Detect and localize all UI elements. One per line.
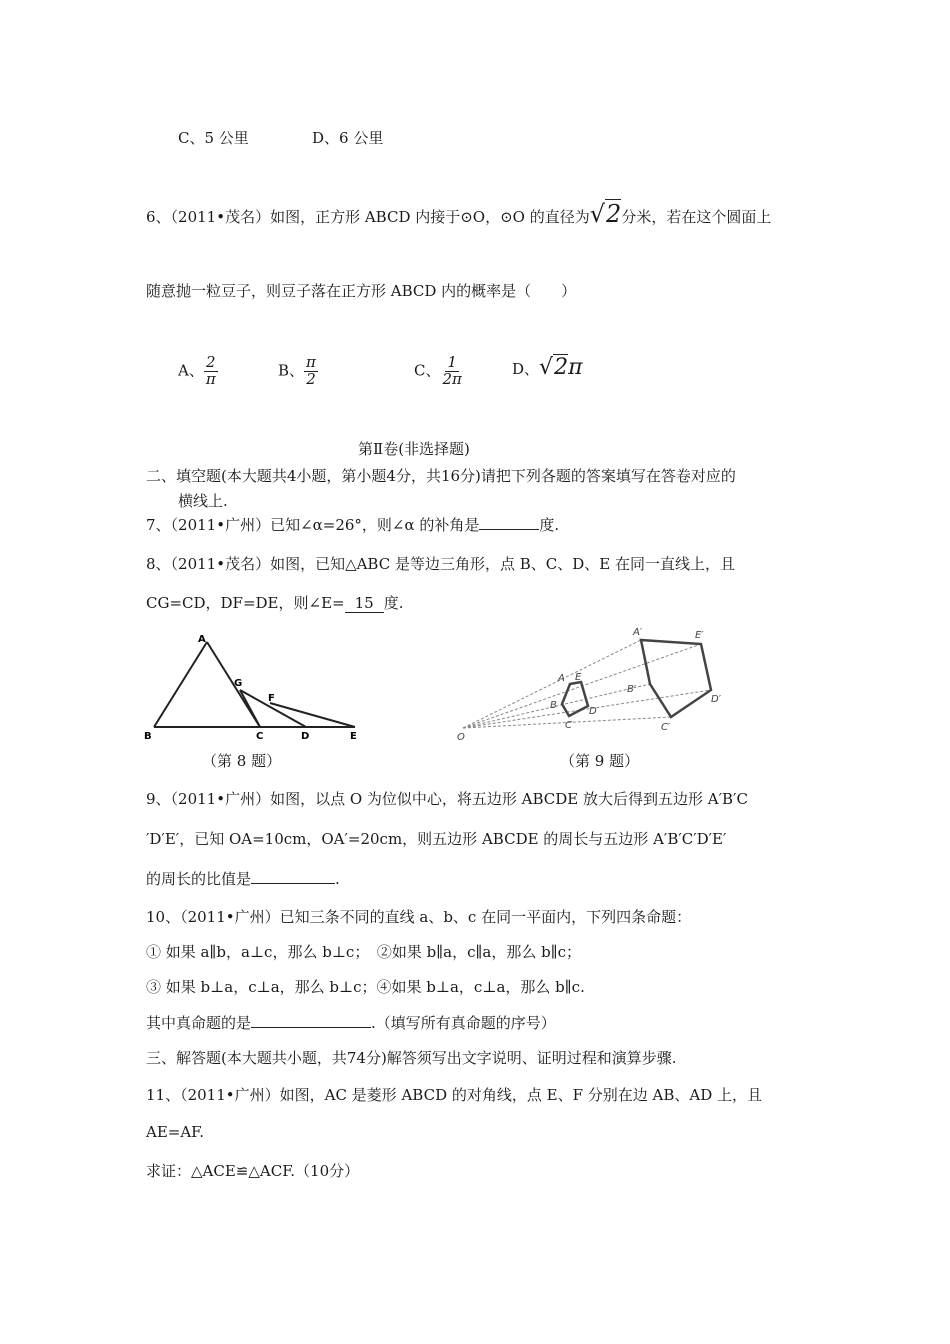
question-8-line-2: CG=CD，DF=DE，则∠E= 15 度. — [146, 594, 404, 612]
q6-text-a: 6、（2011•茂名）如图，正方形 ABCD 内接于⊙O，⊙O 的直径为 — [146, 208, 590, 226]
figure-9-homothety — [455, 620, 735, 745]
figure-8-caption: （第 8 题） — [202, 752, 282, 770]
q6-option-c: C、 $\frac{1}{2\pi}$ — [414, 353, 462, 388]
question-10-line-1: 10、（2011•广州）已知三条不同的直线 a、b、c 在同一平面内，下列四条命题： — [146, 908, 692, 926]
section-3-title: 三、解答题(本大题共小题，共74分)解答须写出文字说明、证明过程和演算步骤. — [146, 1049, 677, 1067]
answer-blank — [251, 1027, 371, 1028]
pentagon-a2b2c2d2e2 — [641, 640, 711, 717]
option-c: C、5 公里 — [178, 129, 249, 147]
question-11-line-2: AE=AF. — [146, 1123, 205, 1141]
question-8-line-1: 8、（2011•茂名）如图，已知△ABC 是等边三角形，点 B、C、D、E 在同一直线上，且 — [146, 555, 735, 573]
q6-option-b: B、 $\frac{\pi}{2}$ — [278, 353, 316, 388]
question-9-line-1: 9、（2011•广州）如图，以点 O 为位似中心，将五边形 ABCDE 放大后得到五边形 A′B′C — [146, 790, 748, 808]
label-b: B — [144, 731, 152, 742]
label-b-prime: B′ — [627, 684, 637, 695]
label-c: C — [565, 720, 572, 731]
label-g: G — [234, 678, 243, 689]
answer-blank — [479, 529, 539, 530]
question-6-line-1 — [146, 200, 771, 228]
question-9-line-3: 的周长的比值是 . — [146, 870, 340, 888]
fraction: $\frac{1}{2\pi}$ — [442, 353, 462, 388]
fraction: $\frac{2}{\pi}$ — [205, 353, 216, 388]
question-11-line-1: 11、（2011•广州）如图，AC 是菱形 ABCD 的对角线，点 E、F 分别在边 AB、AD 上，且 — [146, 1086, 763, 1104]
question-10-propositions-3-4: ③ 如果 b⊥a，c⊥a，那么 b⊥c；④如果 b⊥a，c⊥a，那么 b∥c. — [146, 978, 585, 996]
fraction: $\frac{\pi}{2}$ — [306, 353, 316, 388]
label-c: C — [256, 731, 264, 742]
label-o: O — [457, 732, 465, 743]
question-7: 7、（2011•广州）已知∠α=26°，则∠α 的补角是 度. — [146, 516, 560, 534]
pentagon-abcde — [562, 682, 588, 716]
option-d: D、6 公里 — [312, 129, 384, 147]
question-10-line-4: 其中真命题的是 .（填写所有真命题的序号） — [146, 1014, 556, 1032]
label-a: A — [198, 634, 206, 645]
label-d: D — [589, 706, 597, 717]
label-d-prime: D′ — [711, 694, 721, 705]
label-b: B — [550, 700, 557, 711]
section-2-instructions-2: 横线上. — [178, 492, 228, 510]
label-a-prime: A′ — [633, 627, 643, 638]
label-c-prime: C′ — [661, 722, 671, 733]
question-11-line-3: 求证：△ACE≌△ACF.（10分） — [146, 1162, 360, 1180]
q6-option-a: A、 $\frac{2}{\pi}$ — [178, 353, 216, 388]
edge-ab — [154, 642, 207, 727]
label-a: A — [558, 673, 565, 684]
label-f: F — [268, 693, 275, 704]
label-e: E — [350, 731, 357, 742]
section-2-title: 第Ⅱ卷(非选择题) — [358, 440, 470, 458]
question-9-line-2: ′D′E′，已知 OA=10cm，OA′=20cm，则五边形 ABCDE 的周长与五边形 A′B′C′D′E′ — [146, 830, 727, 848]
question-10-propositions-1-2: ① 如果 a∥b，a⊥c，那么 b⊥c； ②如果 b∥a，c∥a，那么 b∥c； — [146, 943, 582, 961]
answer-blank — [251, 883, 335, 884]
section-2-instructions: 二、填空题(本大题共4小题，第小题4分，共16分)请把下列各题的答案填写在答卷对应的 — [146, 467, 736, 485]
figure-9-caption: （第 9 题） — [560, 752, 640, 770]
label-d: D — [301, 731, 310, 742]
figure-8-triangle — [140, 628, 370, 743]
q6-option-d: D、√2π — [512, 355, 583, 380]
sqrt-2: √2 — [589, 200, 622, 228]
label-e: E — [575, 672, 582, 683]
answer-filled: 15 — [345, 594, 384, 613]
q6-text-b: 分米，若在这个圆面上 — [621, 208, 772, 226]
question-6-line-2: 随意抛一粒豆子，则豆子落在正方形 ABCD 内的概率是（ ） — [146, 282, 577, 300]
label-e-prime: E′ — [695, 630, 704, 641]
